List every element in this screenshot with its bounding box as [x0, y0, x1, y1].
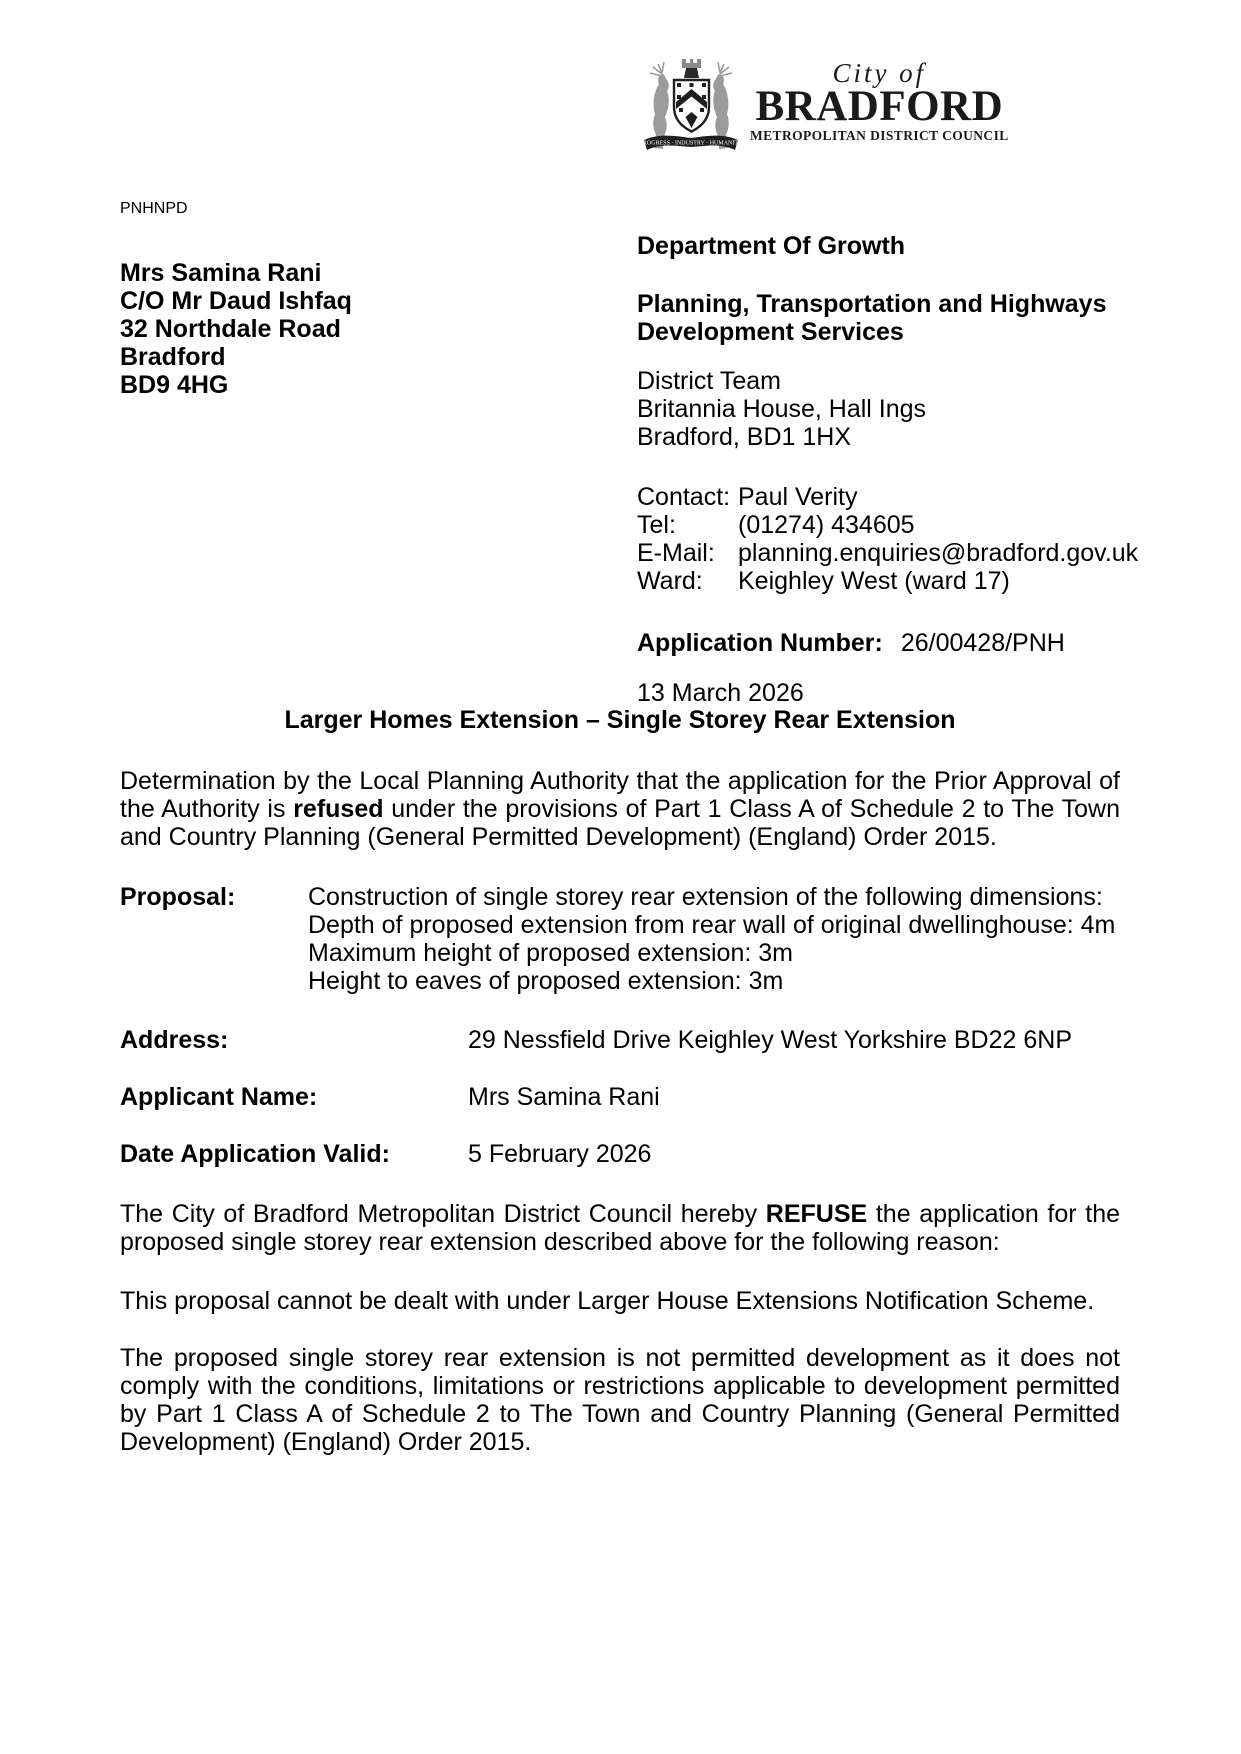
contact-value: Keighley West (ward 17): [738, 567, 1010, 595]
contact-row: [637, 539, 1139, 567]
proposal-section: [120, 883, 1120, 995]
contact-row: [637, 483, 1127, 511]
proposal-line: Height to eaves of proposed extension: 3m: [308, 967, 784, 995]
contact-row: [637, 511, 1127, 539]
reason-paragraph-2: The proposed single storey rear extension is not permitted development as it does not comply with the conditions, limitations or restrictions applicable to development permitted by Part 1 Class A of Schedule 2 to The Town and Country Planning (General Permitted Development) (England) Order 2015.: [120, 1344, 1120, 1456]
determination-suffix: under the provisions of Part 1 Class A of Schedule 2 to The Town and Country Planning (General Permitted Development) (England) Order 2015.: [120, 795, 1120, 851]
proposal-label: Proposal:: [120, 883, 236, 911]
contact-value: (01274) 434605: [738, 511, 915, 539]
proposal-line: Depth of proposed extension from rear wall of original dwellinghouse: 4m: [308, 911, 1116, 939]
letter-body: [120, 706, 1120, 1456]
refusal-prefix: The City of Bradford Metropolitan District Council hereby: [120, 1200, 766, 1228]
application-number-value: 26/00428/PNH: [900, 629, 1065, 657]
recipient-address: [120, 259, 352, 399]
applicant-name-label: Applicant Name:: [120, 1083, 318, 1111]
department-address-line: District Team: [637, 367, 782, 395]
department-address: [637, 367, 1127, 451]
contact-row: [637, 567, 1127, 595]
contact-label: Tel:: [637, 511, 676, 539]
determination-prefix: Determination by the Local Planning Authority that the application for the Prior Approval of the Authority is: [120, 767, 1120, 823]
recipient-line: C/O Mr Daud Ishfaq: [120, 287, 352, 315]
recipient-line: Bradford: [120, 343, 226, 371]
brand-text: [750, 54, 1009, 143]
department-address-line: Bradford, BD1 1HX: [637, 423, 851, 451]
brand-subtitle: METROPOLITAN DISTRICT COUNCIL: [750, 128, 1009, 143]
department-title: Department Of Growth: [637, 232, 906, 260]
contact-value: Paul Verity: [738, 483, 858, 511]
letter-date: 13 March 2026: [637, 679, 804, 707]
applicant-name-value: Mrs Samina Rani: [468, 1083, 660, 1111]
division-line: Planning, Transportation and Highways: [637, 290, 1107, 318]
reason-paragraph-1: This proposal cannot be dealt with under Larger House Extensions Notification Scheme.: [120, 1287, 1095, 1315]
crest-motto: PROGRESS · INDUSTRY · HUMANITY: [639, 140, 743, 147]
proposal-description: [308, 883, 1115, 995]
determination-refused-bold: refused: [293, 795, 384, 823]
proposal-line: Maximum height of proposed extension: 3m: [308, 939, 793, 967]
contact-label: E-Mail:: [637, 539, 715, 567]
date-valid-value: 5 February 2026: [468, 1140, 652, 1168]
date-valid-label: Date Application Valid:: [120, 1140, 390, 1168]
refusal-paragraph: [120, 1200, 1120, 1256]
recipient-line: 32 Northdale Road: [120, 315, 341, 343]
application-fields: [120, 1026, 1120, 1168]
brand-city-of: City of: [832, 58, 927, 88]
contact-email-value: planning.enquiries@bradford.gov.uk: [738, 539, 1139, 567]
brand-name: BRADFORD: [755, 83, 1004, 130]
address-field: [120, 1026, 1120, 1054]
department-block: [637, 232, 1139, 707]
bradford-coat-of-arms-icon: [636, 54, 746, 154]
contact-details: [637, 483, 1139, 595]
contact-label: Ward:: [637, 567, 703, 595]
department-division: [637, 290, 1127, 346]
recipient-line: BD9 4HG: [120, 371, 229, 399]
refusal-refuse-bold: REFUSE: [765, 1200, 868, 1228]
contact-label: Contact:: [637, 483, 731, 511]
reference-code: PNHNPD: [120, 200, 188, 217]
application-number: [637, 629, 1127, 657]
department-address-line: Britannia House, Hall Ings: [637, 395, 927, 423]
proposal-line: Construction of single storey rear extension of the following dimensions:: [308, 883, 1103, 911]
letterhead: [636, 54, 1009, 154]
date-valid-field: [120, 1140, 1120, 1168]
recipient-line: Mrs Samina Rani: [120, 259, 322, 287]
address-value: 29 Nessfield Drive Keighley West Yorkshire BD22 6NP: [468, 1026, 1072, 1054]
address-label: Address:: [120, 1026, 229, 1054]
refusal-suffix: the application for the proposed single storey rear extension described above for the following reason:: [120, 1200, 1120, 1256]
determination-paragraph: [120, 767, 1120, 851]
application-number-label: Application Number:: [637, 629, 883, 657]
subject-title: Larger Homes Extension – Single Storey Rear Extension: [284, 706, 956, 734]
applicant-name-field: [120, 1083, 1120, 1111]
division-line: Development Services: [637, 318, 904, 346]
